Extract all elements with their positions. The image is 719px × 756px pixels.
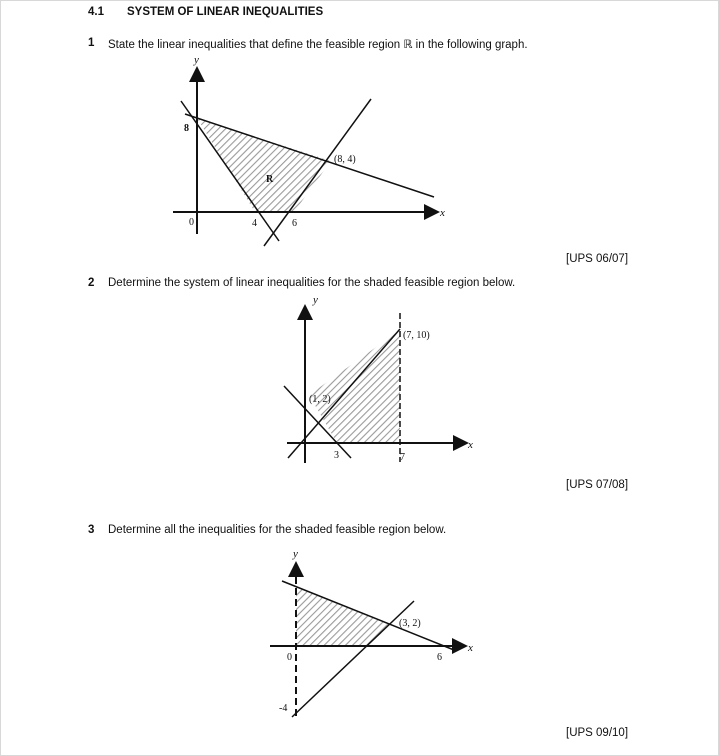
graph-2-x-tick-3: 3: [334, 450, 339, 461]
graph-2-x-tick-7: 7: [400, 452, 405, 463]
graph-3-y-tick-neg4: -4: [279, 703, 288, 714]
graph-1-region-label: R: [266, 174, 274, 185]
graph-3: [270, 548, 473, 717]
graph-2: [284, 294, 473, 463]
question-2-text: Determine the system of linear inequalities for the shaded feasible region below.: [108, 277, 516, 289]
section-title: SYSTEM OF LINEAR INEQUALITIES: [127, 6, 324, 18]
graph-3-point-label: (3, 2): [399, 618, 421, 629]
graph-2-shaded-region: [309, 330, 400, 443]
graph-1-x-tick-4: 4: [252, 218, 257, 229]
graph-1-y-label: y: [194, 54, 199, 66]
question-1-reference: [UPS 06/07]: [566, 253, 629, 265]
question-1-number: 1: [88, 37, 95, 49]
graph-2-x-label: x: [468, 439, 473, 451]
graph-1-y-intercept: 8: [184, 123, 189, 134]
graph-2-point-top: (7, 10): [403, 330, 430, 341]
question-3-number: 3: [88, 524, 95, 536]
graph-3-x-tick-6: 6: [437, 652, 442, 663]
graph-2-point-mid: (1, 2): [309, 394, 331, 405]
question-1-text: State the linear inequalities that define the feasible region ℝ in the following graph.: [108, 39, 528, 51]
graph-1-point-label: (8, 4): [334, 154, 356, 165]
graph-1-x-tick-6: 6: [292, 218, 297, 229]
question-3-text: Determine all the inequalities for the shaded feasible region below.: [108, 524, 447, 536]
graph-3-x-label: x: [468, 642, 473, 654]
graph-1-shaded-region: [197, 118, 331, 212]
question-2-number: 2: [88, 277, 95, 289]
graph-1-origin: 0: [189, 217, 194, 228]
graph-1: [173, 54, 445, 246]
section-number: 4.1: [88, 6, 104, 18]
graph-1-x-label: x: [440, 207, 445, 219]
question-3-reference: [UPS 09/10]: [566, 727, 629, 739]
question-2-reference: [UPS 07/08]: [566, 479, 629, 491]
graph-2-y-label: y: [313, 294, 318, 306]
graph-3-y-label: y: [293, 548, 298, 560]
graph-3-origin: 0: [287, 652, 292, 663]
